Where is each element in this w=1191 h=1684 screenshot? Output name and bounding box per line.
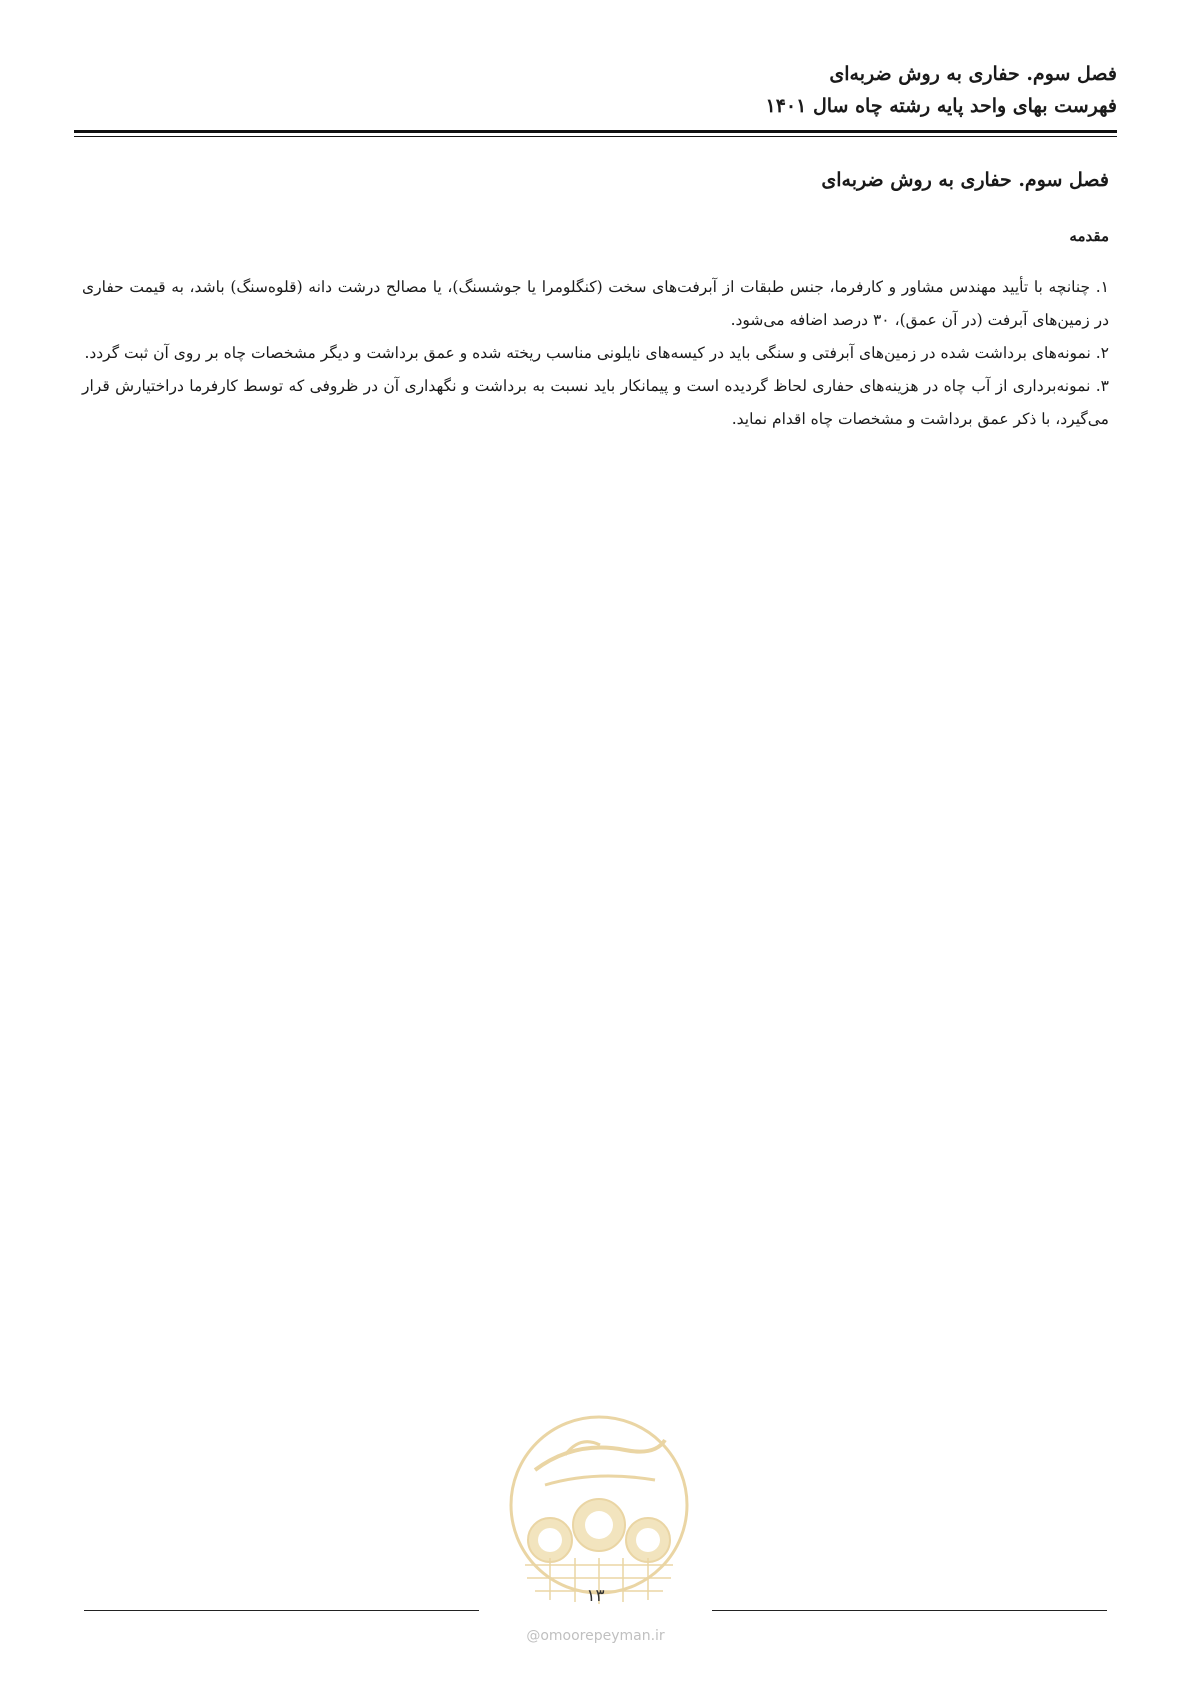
header-document-title: فهرست بهای واحد پایه رشته چاه سال ۱۴۰۱ xyxy=(765,95,1117,117)
paragraph-2: ۲. نمونه‌های برداشت شده در زمین‌های آبرفتی و سنگی باید در کیسه‌های نایلونی مناسب ریخته شده و عمق برداشت و دیگر مشخصات چاه بر روی آن ثبت گردد. xyxy=(84,344,1109,362)
footer-rule-right xyxy=(712,1610,1107,1611)
header-rule-thin xyxy=(74,136,1117,137)
paragraph-1: ۱. چنانچه با تأیید مهندس مشاور و کارفرما، جنس طبقات از آبرفت‌های سخت (کنگلومرا یا جوشسنگ)، یا مصالح درشت دانه (قلوه‌سنگ) باشد، به قیمت حفاری در زمین‌های آبرفت (در آن عمق)، ۳۰ درصد اضافه می‌شود. xyxy=(82,278,1109,329)
footer-rule-left xyxy=(84,1610,479,1611)
page-number: ۱۳ xyxy=(586,1586,605,1606)
header-rule-thick xyxy=(74,130,1117,133)
header-chapter-title: فصل سوم. حفاری به روش ضربه‌ای xyxy=(829,63,1117,85)
page-content xyxy=(82,165,1109,436)
paragraph-3: ۳. نمونه‌برداری از آب چاه در هزینه‌های حفاری لحاظ گردیده است و پیمانکار باید نسبت به برداشت و نگهداری آن در ظروفی که توسط کارفرما دراختیارش قرار می‌گیرد، با ذکر عمق برداشت و مشخصات چاه اقدام نماید. xyxy=(82,377,1109,428)
watermark-url: @omoorepeyman.ir xyxy=(526,1628,665,1644)
page-header xyxy=(74,58,1117,122)
section-title-introduction: مقدمه xyxy=(1069,227,1109,245)
watermark-logo-icon xyxy=(505,1410,693,1610)
chapter-title: فصل سوم. حفاری به روش ضربه‌ای xyxy=(821,169,1109,191)
